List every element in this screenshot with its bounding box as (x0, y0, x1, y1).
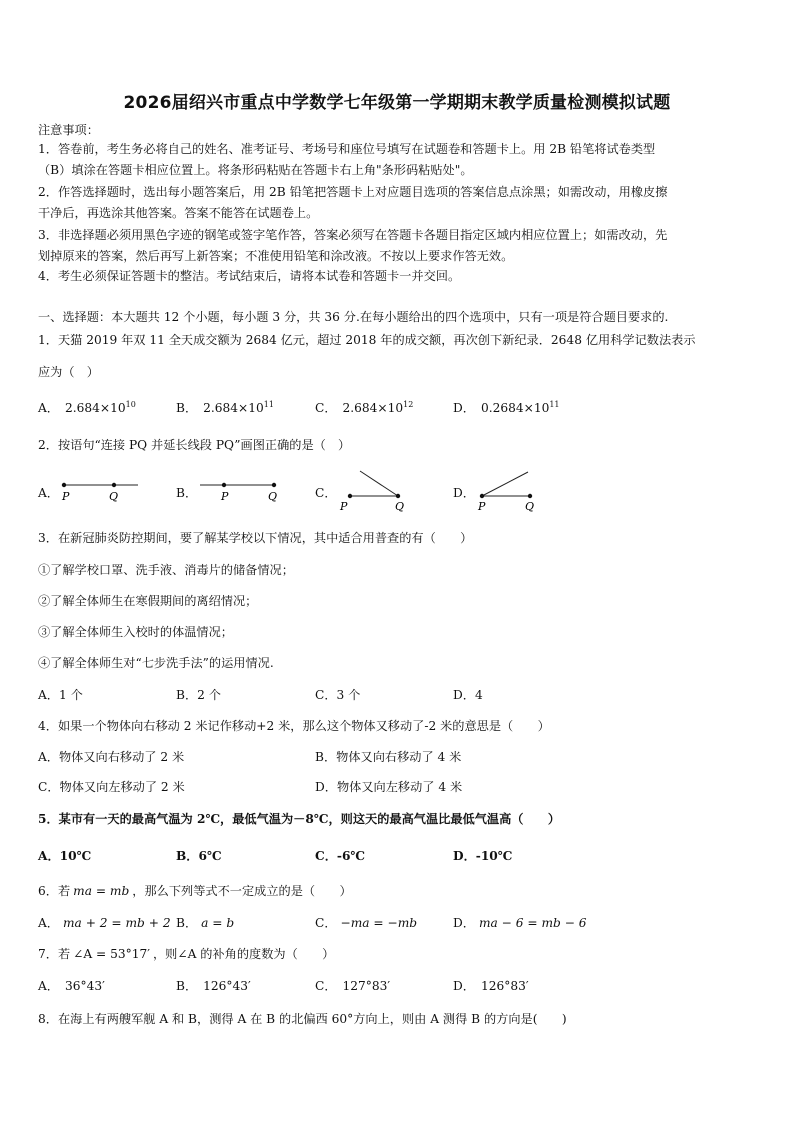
question-3-option-d[interactable]: D．4 (453, 688, 483, 702)
question-2-figure-b (198, 476, 282, 506)
question-1-option-d[interactable]: D． $0.2684\times 10^{11}$ (453, 400, 560, 415)
question-5-option-c[interactable]: C．-6℃ (315, 849, 366, 863)
question-1-option-a[interactable]: A． $2.684\times 10^{10}$ (38, 400, 136, 415)
extension-line (482, 472, 528, 496)
question-2-figure-a (58, 476, 142, 506)
point-p (348, 494, 352, 498)
point-p (480, 494, 484, 498)
question-3-option-a[interactable]: A．1 个 (38, 688, 83, 702)
question-7-option-b[interactable]: B． 126°43′ (176, 979, 251, 993)
notice-line: 3．非选择题必须用黑色字迹的钢笔或签字笔作答，答案必须写在答题卡各题目指定区域内相应位置上；如需改动，先 (38, 228, 668, 242)
question-6-option-d[interactable]: D． ma − 6 = mb − 6 (453, 916, 587, 930)
notice-line: （B）填涂在答题卡相应位置上。将条形码粘贴在答题卡右上角"条形码粘贴处"。 (38, 163, 473, 177)
point-p (62, 483, 66, 487)
label-p: P (478, 500, 486, 513)
question-1-option-b[interactable]: B． $2.684\times 10^{11}$ (176, 400, 274, 415)
question-3-item: ③了解全体师生入校时的体温情况； (38, 625, 233, 639)
notice-line: 2．作答选择题时，选出每小题答案后，用 2B 铅笔把答题卡上对应题目选项的答案信息点涂黑；如需改动，用橡皮擦 (38, 185, 668, 199)
question-4-option-a[interactable]: A．物体又向右移动了 2 米 (38, 750, 185, 764)
notice-line: 4．考生必须保证答题卡的整洁。考试结束后，请将本试卷和答题卡一并交回。 (38, 269, 461, 283)
point-q (528, 494, 532, 498)
question-2-option-c-label[interactable]: C． (315, 486, 337, 500)
question-1-option-c[interactable]: C． $2.684\times 10^{12}$ (315, 400, 414, 415)
question-2-figure-d (472, 468, 552, 514)
question-2-option-b-label[interactable]: B． (176, 486, 198, 500)
question-7-option-a[interactable]: A． 36°43′ (38, 979, 105, 993)
question-6-option-a[interactable]: A． ma + 2 = mb + 2 (38, 916, 171, 930)
label-p: P (221, 490, 229, 503)
question-7-option-d[interactable]: D． 126°83′ (453, 979, 529, 993)
question-2-option-d-label[interactable]: D． (453, 486, 475, 500)
label-p: P (340, 500, 348, 513)
label-p: P (62, 490, 70, 503)
point-q (112, 483, 116, 487)
label-q: Q (109, 490, 119, 503)
point-p (222, 483, 226, 487)
question-7-option-c[interactable]: C． 127°83′ (315, 979, 391, 993)
question-5-stem: 5．某市有一天的最高气温为 2℃，最低气温为－8℃，则这天的最高气温比最低气温高（ ） (38, 812, 561, 826)
question-5-option-d[interactable]: D．-10℃ (453, 849, 513, 863)
question-1-stem-cont: 应为（ ） (38, 365, 99, 379)
question-3-option-c[interactable]: C．3 个 (315, 688, 361, 702)
notice-line: 划掉原来的答案，然后再写上新答案；不准使用铅笔和涂改液。不按以上要求作答无效。 (38, 249, 514, 263)
label-q: Q (395, 500, 405, 513)
page-title: 2026届绍兴市重点中学数学七年级第一学期期末教学质量检测模拟试题 (123, 93, 671, 113)
question-7-stem: 7．若 ∠A = 53°17′ ，则∠A 的补角的度数为（ ） (38, 947, 335, 961)
question-3-item: ①了解学校口罩、洗手液、消毒片的储备情况； (38, 563, 294, 577)
question-4-option-b[interactable]: B．物体又向右移动了 4 米 (315, 750, 462, 764)
question-2-option-a-label[interactable]: A． (38, 486, 59, 500)
notice-heading: 注意事项： (38, 123, 99, 137)
label-q: Q (525, 500, 535, 513)
question-5-option-a[interactable]: A．10℃ (38, 849, 92, 863)
section-heading: 一、选择题：本大题共 12 个小题，每小题 3 分，共 36 分.在每小题给出的四个选项中，只有一项是符合题目要求的. (38, 310, 669, 324)
question-2-stem: 2．按语句“连接 PQ 并延长线段 PQ”画图正确的是（ ） (38, 438, 351, 452)
point-q (396, 494, 400, 498)
question-3-item: ④了解全体师生对“七步洗手法”的运用情况. (38, 656, 274, 670)
question-1-stem: 1．天猫 2019 年双 11 全天成交额为 2684 亿元，超过 2018 年的成交额，再次创下新纪录．2648 亿用科学记数法表示 (38, 333, 696, 347)
question-3-stem: 3．在新冠肺炎防控期间，要了解某学校以下情况，其中适合用普查的有（ ） (38, 531, 473, 545)
question-3-option-b[interactable]: B．2 个 (176, 688, 221, 702)
question-4-option-d[interactable]: D．物体又向左移动了 4 米 (315, 780, 463, 794)
extension-line (360, 471, 398, 496)
question-6-stem: 6．若 ma = mb ，那么下列等式不一定成立的是（ ） (38, 884, 352, 898)
question-3-item: ②了解全体师生在寒假期间的离绍情况； (38, 594, 258, 608)
question-8-stem: 8．在海上有两艘军舰 A 和 B，测得 A 在 B 的北偏西 60°方向上，则由 A 测得 B 的方向是( ) (38, 1012, 567, 1026)
question-6-option-b[interactable]: B． a = b (176, 916, 235, 930)
question-2-figure-c (336, 468, 416, 514)
question-4-stem: 4．如果一个物体向右移动 2 米记作移动+2 米，那么这个物体又移动了-2 米的意思是（ ） (38, 719, 550, 733)
notice-line: 1．答卷前，考生务必将自己的姓名、准考证号、考场号和座位号填写在试题卷和答题卡上。用 2B 铅笔将试卷类型 (38, 142, 656, 156)
question-6-option-c[interactable]: C． −ma = −mb (315, 916, 418, 930)
question-4-option-c[interactable]: C．物体又向左移动了 2 米 (38, 780, 185, 794)
question-5-option-b[interactable]: B．6℃ (176, 849, 222, 863)
point-q (272, 483, 276, 487)
label-q: Q (268, 490, 278, 503)
notice-line: 干净后，再选涂其他答案。答案不能答在试题卷上。 (38, 206, 319, 220)
